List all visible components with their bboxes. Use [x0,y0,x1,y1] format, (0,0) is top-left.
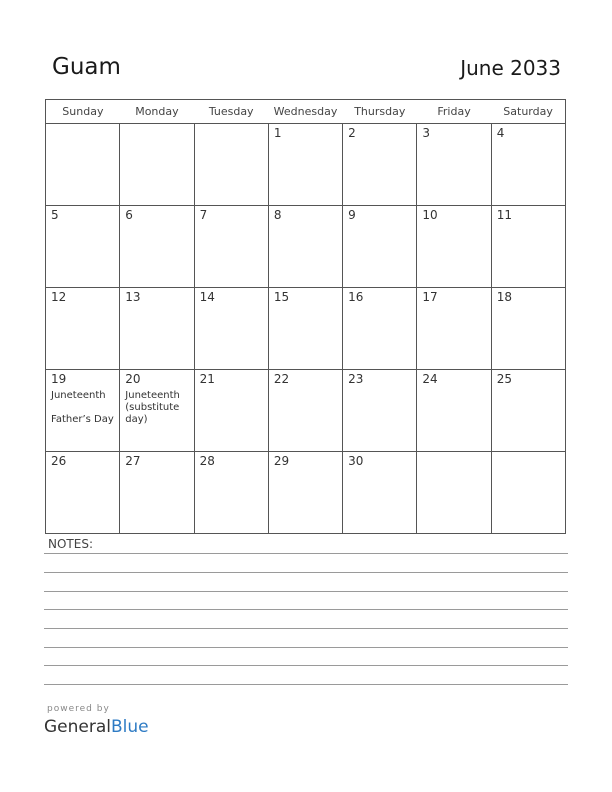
day-cell [417,124,491,206]
day-cell [46,288,120,370]
calendar-month-title: June 2033 [460,56,561,80]
day-number: 8 [273,208,282,222]
day-cell [194,288,268,370]
day-number: 5 [51,208,59,222]
day-number: 16 [348,290,364,304]
day-cell [194,370,268,452]
week-row [46,452,566,534]
day-number: 11 [496,208,512,222]
day-cell [120,370,194,452]
weekday-thursday: Thursday [343,100,417,124]
day-number: 19 [51,372,67,386]
day-cell [268,288,342,370]
day-number: 10 [422,208,438,222]
day-number: 14 [199,290,215,304]
notes-line [44,647,568,648]
week-row [46,370,566,452]
day-number: 15 [273,290,290,304]
day-number: 6 [125,208,133,222]
day-cell [46,452,120,534]
calendar-region-title: Guam [52,54,121,80]
weekday-friday: Friday [417,100,491,124]
calendar-grid [45,99,566,534]
notes-line [44,572,568,573]
day-cell [491,124,565,206]
day-cell [417,370,491,452]
day-number: 30 [348,454,364,468]
day-number: 22 [273,372,290,386]
day-cell [491,370,565,452]
day-cell [417,288,491,370]
generalblue-logo [44,717,149,737]
day-number: 3 [422,126,431,140]
day-cell [343,206,417,288]
notes-label: NOTES: [48,537,93,551]
day-cell [194,206,268,288]
day-cell [343,288,417,370]
day-cell [46,206,120,288]
notes-line [44,628,568,629]
day-cell [120,206,194,288]
day-number: 2 [348,126,356,140]
day-number: 26 [51,454,67,468]
day-cell [46,124,120,206]
day-cell [120,124,194,206]
powered-by-text: powered by [47,704,110,714]
notes-line [44,665,568,666]
day-number: 28 [199,454,215,468]
day-cell [194,124,268,206]
day-number: 18 [496,290,512,304]
day-cell [343,370,417,452]
day-cell [268,206,342,288]
weekday-header-row [46,100,566,124]
notes-line [44,553,568,554]
day-cell [491,452,565,534]
day-number: 4 [496,126,505,140]
day-cell [268,452,342,534]
day-number: 25 [496,372,512,386]
day-number: 7 [199,208,208,222]
day-cell [194,452,268,534]
day-cell [417,452,491,534]
weekday-tuesday: Tuesday [194,100,268,124]
week-row [46,124,566,206]
day-number: 29 [273,454,290,468]
day-number: 9 [348,208,356,222]
week-row [46,206,566,288]
weekday-saturday: Saturday [491,100,565,124]
brand-part-blue: Blue [111,717,149,737]
day-number: 27 [125,454,141,468]
day-number: 23 [348,372,364,386]
day-number: 24 [422,372,438,386]
holiday-label: Juneteenth (substitute day) [125,390,180,425]
day-cell [343,452,417,534]
day-cell [268,124,342,206]
holiday-label: Father’s Day [51,414,114,425]
day-cell [417,206,491,288]
brand-part-general: General [44,717,111,737]
day-number: 12 [51,290,67,304]
day-cell [343,124,417,206]
weekday-wednesday: Wednesday [268,100,342,124]
notes-line [44,609,568,610]
day-number: 13 [125,290,141,304]
weekday-monday: Monday [120,100,194,124]
day-number: 20 [125,372,141,386]
day-cell [46,370,120,452]
day-number: 1 [273,126,282,140]
day-number: 21 [199,372,215,386]
day-cell [120,288,194,370]
holiday-label: Juneteenth [51,390,106,401]
day-cell [268,370,342,452]
weekday-sunday: Sunday [46,100,120,124]
notes-line [44,684,568,685]
day-cell [120,452,194,534]
notes-line [44,591,568,592]
week-row [46,288,566,370]
day-cell [491,206,565,288]
day-cell [491,288,565,370]
day-number: 17 [422,290,438,304]
